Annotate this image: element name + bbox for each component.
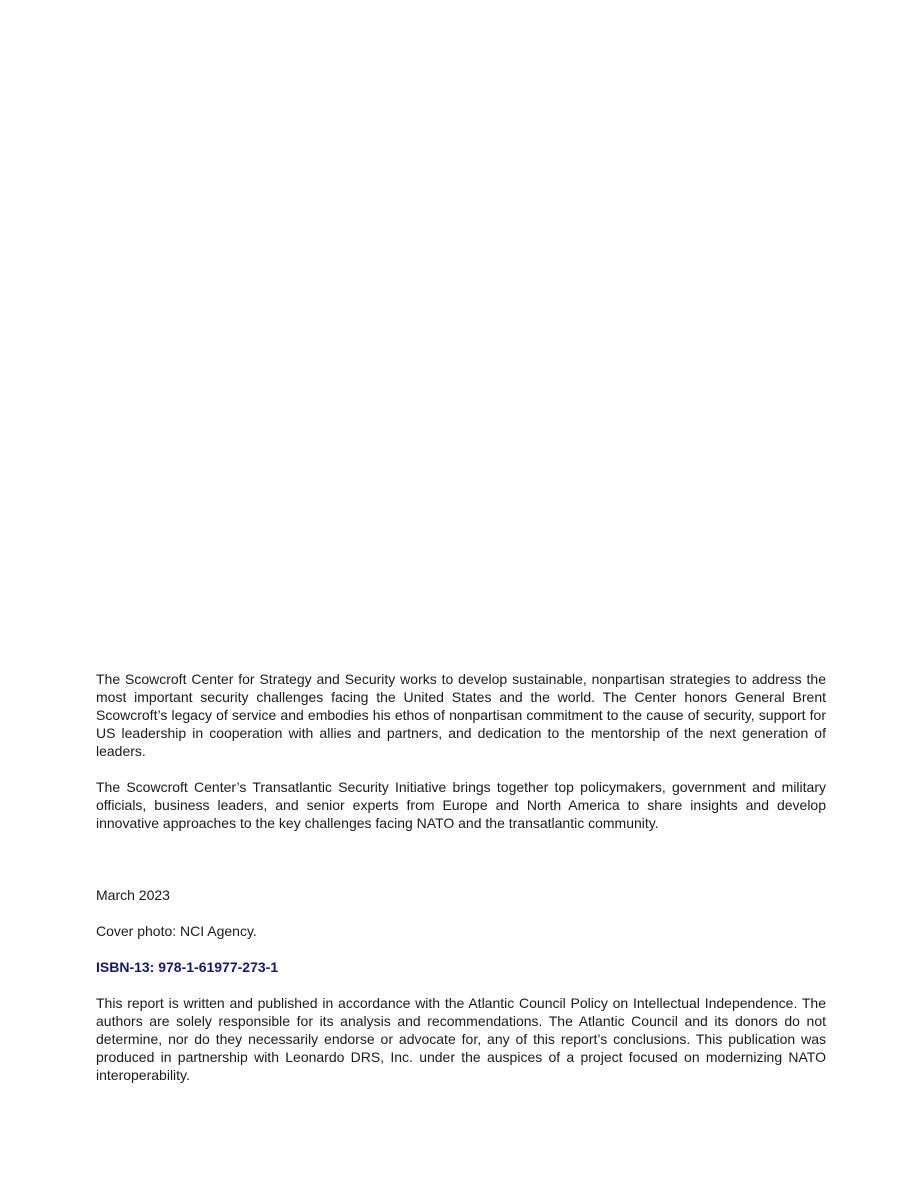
publication-date: March 2023 xyxy=(96,887,170,903)
mission-paragraph: The Scowcroft Center for Strategy and Security works to develop sustainable, nonpartisan strategies to address the most important security challenges facing the United States and the world. The Center honors General Brent Scowcroft’s legacy of service and embodies his ethos of nonpartisan commitment to the cause of security, support for US leadership in cooperation with allies and partners, and dedication to the mentorship of the next generation of leaders. xyxy=(96,671,826,759)
initiative-paragraph: The Scowcroft Center’s Transatlantic Security Initiative brings together top policymakers, government and military officials, business leaders, and senior experts from Europe and North America to share insights and develop innovative approaches to the key challenges facing NATO and the transatlantic community. xyxy=(96,779,826,831)
isbn-number: ISBN-13: 978-1-61977-273-1 xyxy=(96,959,279,975)
cover-photo-credit: Cover photo: NCI Agency. xyxy=(96,923,257,939)
disclaimer-paragraph: This report is written and published in accordance with the Atlantic Council Policy on Intellectual Independence. The authors are solely responsible for its analysis and recommendations. The Atlantic Council and its donors do not determine, nor do they necessarily endorse or advocate for, any of this report’s conclusions. This publication was produced in partnership with Leonardo DRS, Inc. under the auspices of a project focused on modernizing NATO interoperability. xyxy=(96,995,826,1083)
colophon-block xyxy=(96,670,826,1084)
